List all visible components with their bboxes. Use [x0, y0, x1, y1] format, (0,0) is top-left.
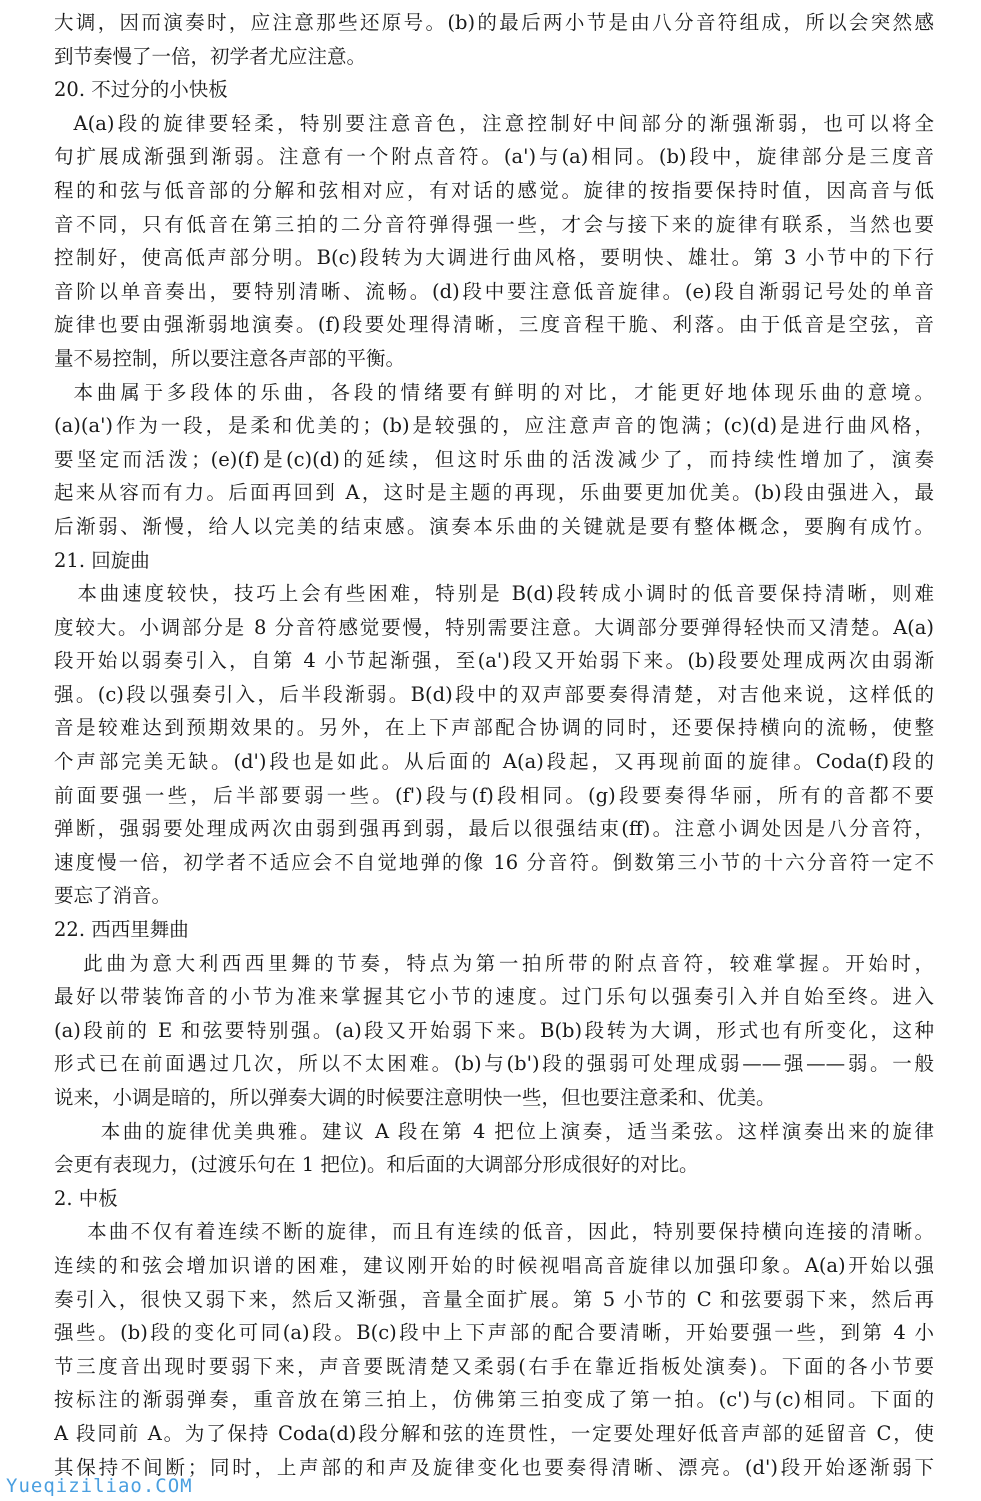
text-line: 强些。(b)段的变化可同(a)段。B(c)段中上下声部的配合要清晰，开始要强一些，到第 4 小 — [54, 1321, 934, 1345]
text-line: 起来从容而有力。后面再回到 A，这时是主题的再现，乐曲要更加优美。(b)段由强进入，最 — [54, 481, 934, 505]
text-line: 音阶以单音奏出，要特别清晰、流畅。(d)段中要注意低音旋律。(e)段自渐弱记号处的单音 — [54, 279, 934, 303]
text-line: 形式已在前面遇过几次，所以不太困难。(b)与(b')段的强弱可处理成弱——强——弱。一般 — [54, 1052, 934, 1076]
text-line: 说来，小调是暗的，所以弹奏大调的时候要注意明快一些，但也要注意柔和、优美。 — [54, 1086, 776, 1109]
text-line: 节三度音出现时要弱下来，声音要既清楚又柔弱(右手在靠近指板处演奏)。下面的各小节要 — [54, 1354, 934, 1378]
text-line: 要忘了消音。 — [54, 884, 172, 908]
text-line: 21. 回旋曲 — [54, 548, 150, 572]
text-line: (a)段前的 E 和弦要特别强。(a)段又开始弱下来。B(b)段转为大调，形式也有所变化，这种 — [54, 1018, 934, 1042]
text-line: 音不同，只有低音在第三拍的二分音符弹得强一些，才会与接下来的旋律有联系，当然也要 — [54, 212, 934, 236]
text-line: 段开始以弱奏引入，自第 4 小节起渐强，至(a')段又开始弱下来。(b)段要处理成两次由弱渐 — [54, 649, 934, 673]
text-line: 奏引入，很快又弱下来，然后又渐强，音量全面扩展。第 5 小节的 C 和弦要弱下来，然后再 — [54, 1287, 934, 1311]
text-line: 旋律也要由强渐弱地演奏。(f)段要处理得清晰，三度音程干脆、利落。由于低音是空弦，音 — [54, 313, 934, 337]
text-line: A 段同前 A。为了保持 Coda(d)段分解和弦的连贯性，一定要处理好低音声部的延留音 C，使 — [54, 1421, 934, 1445]
text-line: 连续的和弦会增加识谱的困难，建议刚开始的时候视唱高音旋律以加强印象。A(a)开始以强 — [54, 1253, 934, 1277]
text-line: 最好以带装饰音的小节为准来掌握其它小节的速度。过门乐句以强奏引入并自始至终。进入 — [54, 985, 934, 1009]
text-line: 22. 西西里舞曲 — [54, 918, 189, 942]
text-line: 要坚定而活泼；(e)(f)是(c)(d)的延续，但这时乐曲的活泼减少了，而持续性增加了，演奏 — [54, 447, 934, 471]
text-line: 其保持不间断；同时，上声部的和声及旋律变化也要奏得清晰、漂亮。(d')段开始逐渐弱下 — [54, 1455, 934, 1479]
text-line: 个声部完美无缺。(d')段也是如此。从后面的 A(a)段起，又再现前面的旋律。Coda(f)段的 — [54, 750, 934, 774]
text-line: (a)(a')作为一段，是柔和优美的；(b)是较强的，应注意声音的饱满；(c)(d)是进行曲风格， — [54, 414, 934, 438]
text-line: 后渐弱、渐慢，给人以完美的结束感。演奏本乐曲的关键就是要有整体概念，要胸有成竹。 — [54, 514, 934, 538]
text-line: 量不易控制，所以要注意各声部的平衡。 — [54, 346, 406, 370]
text-line: 前面要强一些，后半部要弱一些。(f')段与(f)段相同。(g)段要奏得华丽，所有的音都不要 — [54, 783, 934, 807]
text-line: 弹断，强弱要处理成两次由弱到强再到弱，最后以很强结束(ff)。注意小调处因是八分音符， — [54, 817, 934, 841]
text-line: 强。(c)段以强奏引入，后半段渐弱。B(d)段中的双声部要奏得清楚，对吉他来说，这样低的 — [54, 682, 934, 706]
document-body — [54, 6, 934, 1484]
text-line: 2. 中板 — [54, 1186, 118, 1210]
text-line: 句扩展成渐强到渐弱。注意有一个附点音符。(a')与(a)相同。(b)段中，旋律部分是三度音 — [54, 145, 934, 169]
text-line: 本曲速度较快，技巧上会有些困难，特别是 B(d)段转成小调时的低音要保持清晰，则难 — [77, 582, 934, 606]
text-line: 到节奏慢了一倍，初学者尤应注意。 — [54, 44, 367, 68]
text-line: 度较大。小调部分是 8 分音符感觉要慢，特别需要注意。大调部分要弹得轻快而又清楚。A(a) — [54, 615, 934, 639]
text-line: 控制好，使高低声部分明。B(c)段转为大调进行曲风格，要明快、雄壮。第 3 小节中的下行 — [54, 246, 934, 270]
text-line: 本曲不仅有着连续不断的旋律，而且有连续的低音，因此，特别要保持横向连接的清晰。 — [87, 1220, 934, 1244]
text-line: 本曲属于多段体的乐曲，各段的情绪要有鲜明的对比，才能更好地体现乐曲的意境。 — [73, 380, 934, 404]
text-line: A(a)段的旋律要轻柔，特别要注意音色，注意控制好中间部分的渐强渐弱，也可以将全 — [73, 111, 934, 135]
text-line: 大调，因而演奏时，应注意那些还原号。(b)的最后两小节是由八分音符组成，所以会突然感 — [54, 11, 934, 34]
text-line: 此曲为意大利西西里舞的节奏，特点为第一拍所带的附点音符，较难掌握。开始时， — [83, 951, 934, 975]
text-line: 程的和弦与低音部的分解和弦相对应，有对话的感觉。旋律的按指要保持时值，因高音与低 — [54, 178, 934, 202]
text-line: 按标注的渐弱弹奏，重音放在第三拍上，仿佛第三拍变成了第一拍。(c')与(c)相同。下面的 — [54, 1388, 934, 1412]
text-line: 会更有表现力，(过渡乐句在 1 把位)。和后面的大调部分形成很好的对比。 — [54, 1153, 699, 1177]
text-line: 音是较难达到预期效果的。另外，在上下声部配合协调的同时，还要保持横向的流畅，使整 — [54, 716, 934, 740]
site-watermark: Yueqiziliao.COM — [6, 1475, 193, 1497]
text-line: 速度慢一倍，初学者不适应会不自觉地弹的像 16 分音符。倒数第三小节的十六分音符一定不 — [54, 850, 934, 874]
text-line: 本曲的旋律优美典雅。建议 A 段在第 4 把位上演奏，适当柔弦。这样演奏出来的旋律 — [100, 1119, 934, 1143]
text-line: 20. 不过分的小快板 — [54, 78, 228, 102]
